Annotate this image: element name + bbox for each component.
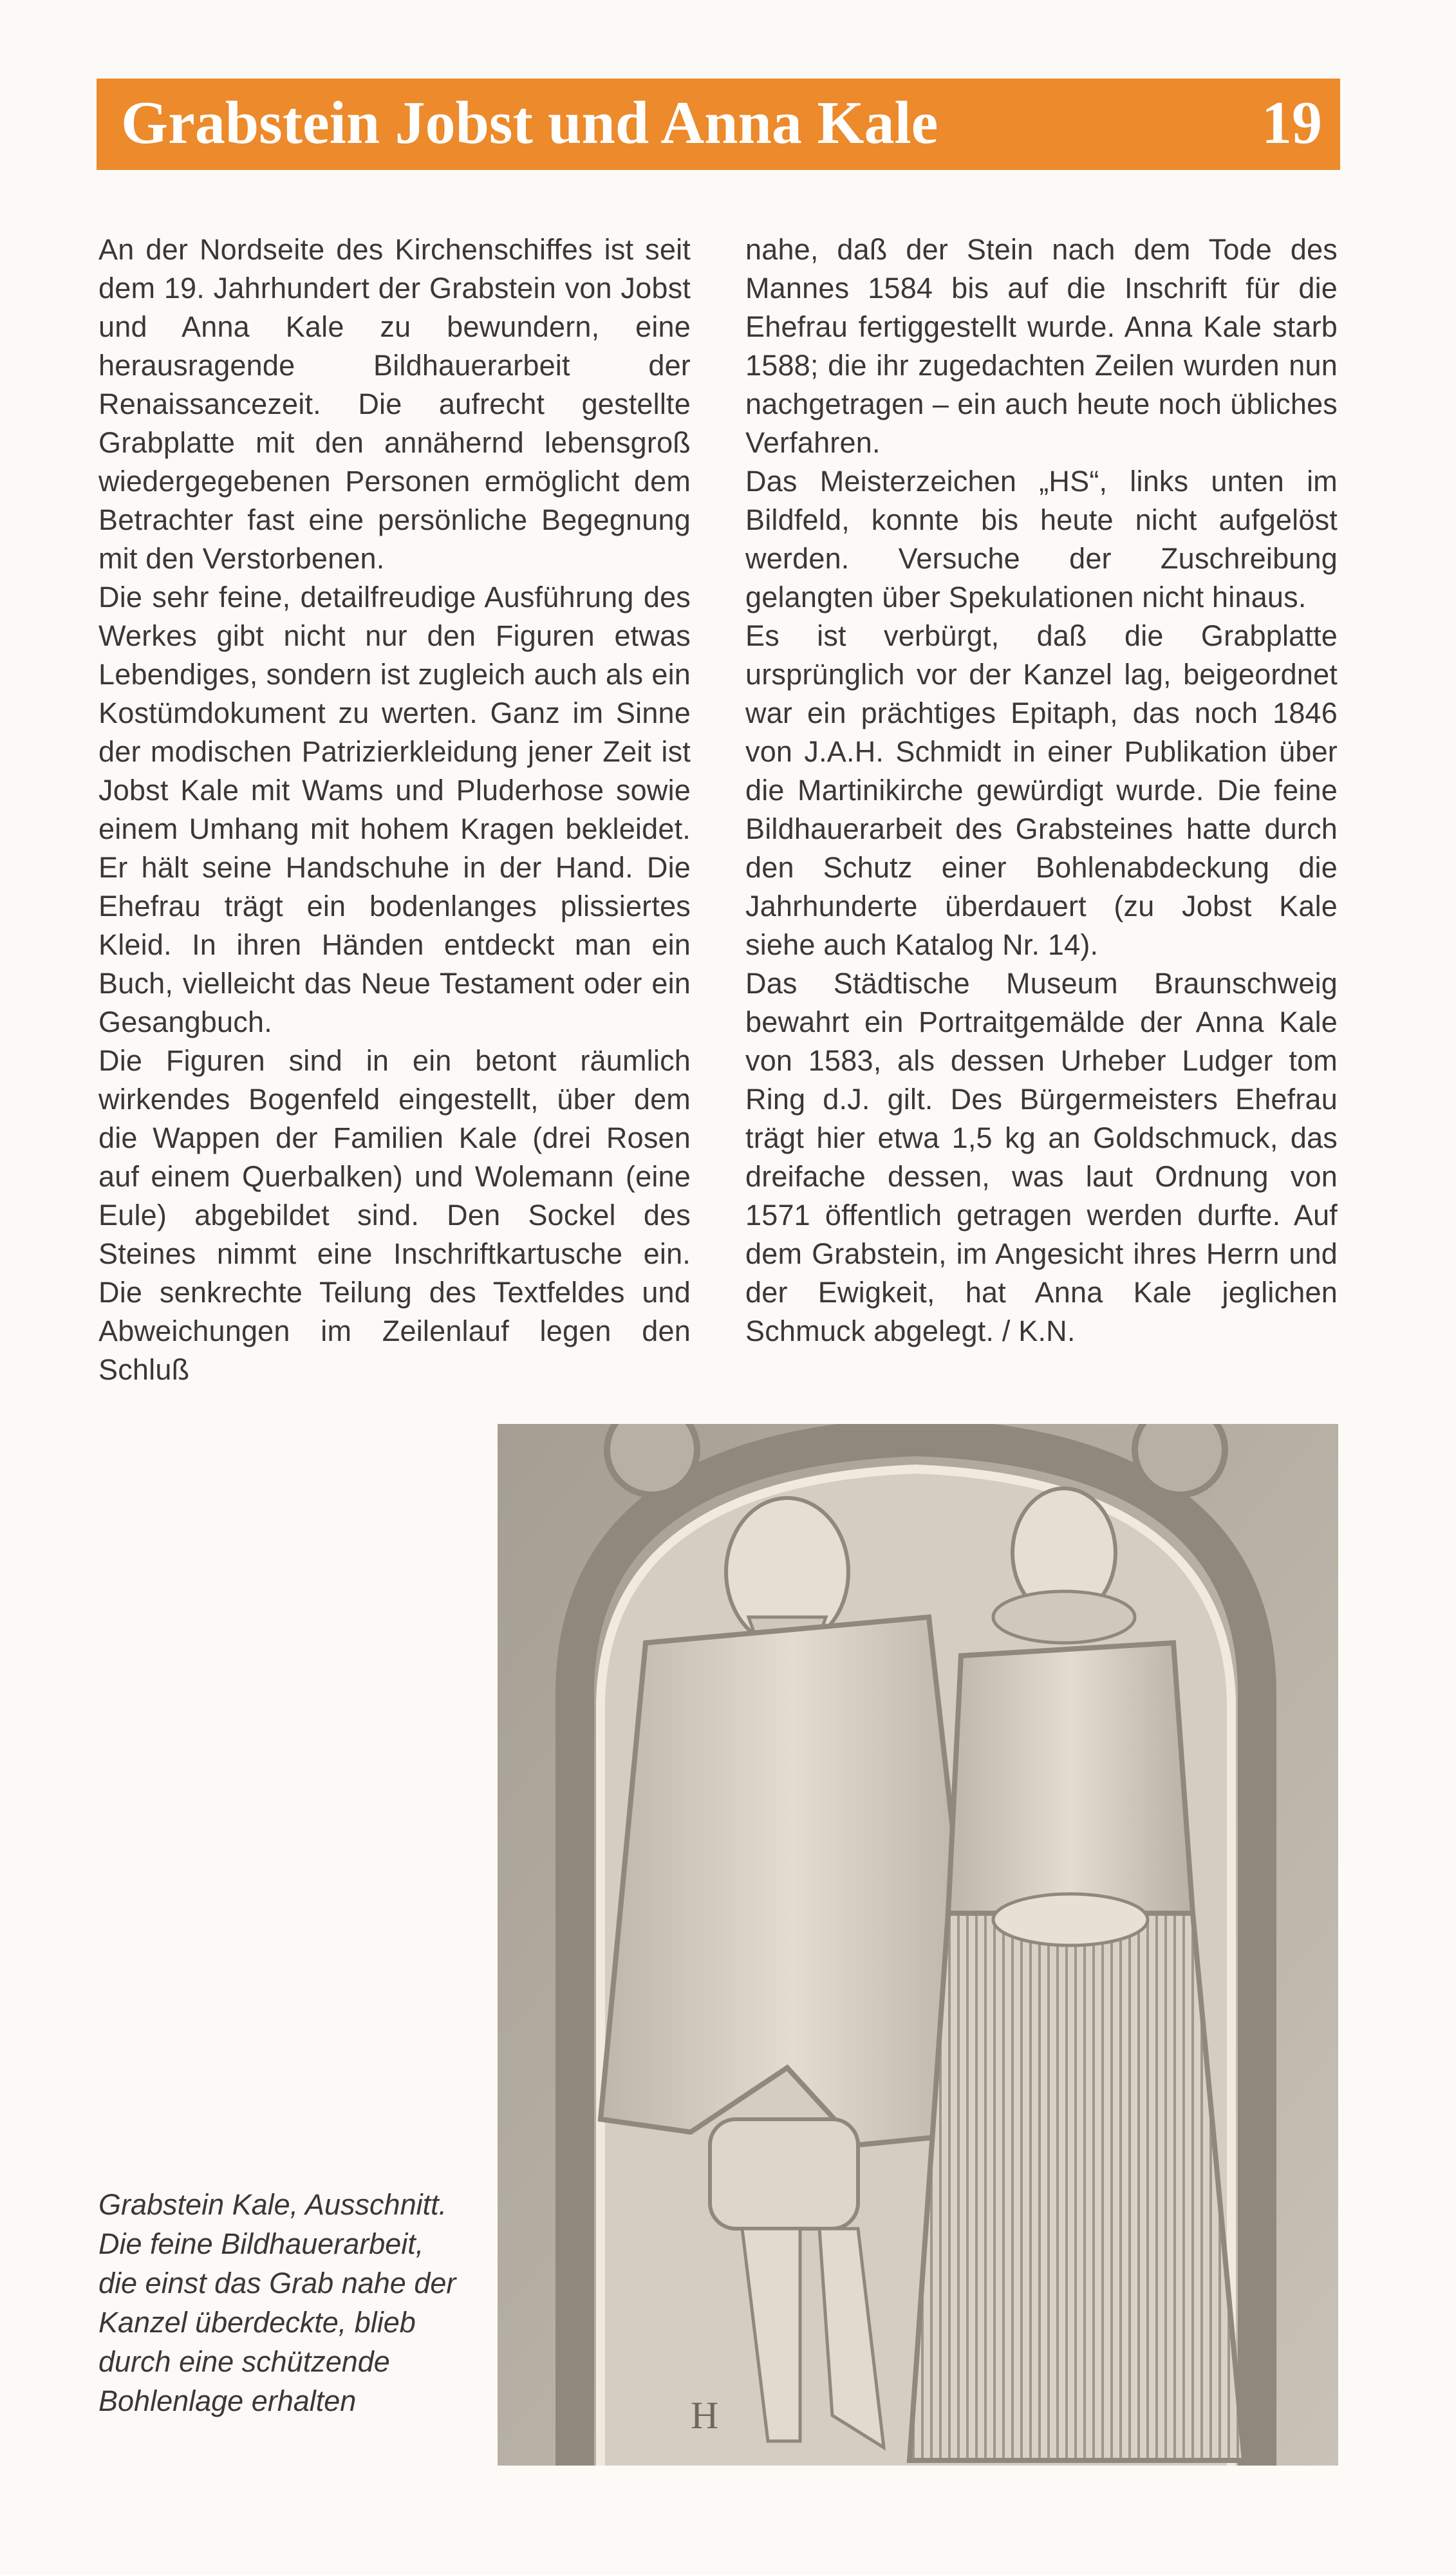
paragraph: Das Meisterzeichen „HS“, links unten im Bildfeld, konnte bis heute nicht aufgelöst werden. Versuche der Zuschreibung gelangten über Spekulationen nicht hinaus. <box>745 465 1338 613</box>
paragraph: Das Städtische Museum Braunschweig bewahrt ein Portraitgemälde der Anna Kale von 1583, als dessen Urheber Ludger tom Ring d.J. gilt. Des Bürgermeisters Ehefrau trägt hier etwa 1,5 kg an Goldschmuck, das dreifache dessen, was laut Ordnung von 1571 öffentlich getragen werden durfte. Auf dem Grabstein, im Angesicht ihres Herrn und der Ewigkeit, hat Anna Kale jeglichen Schmuck abgelegt. / K.N. <box>745 967 1338 1347</box>
paragraph: An der Nordseite des Kirchenschiffes ist seit dem 19. Jahrhundert der Grabstein von Jobst und Anna Kale zu bewundern, eine herausragende Bildhauerarbeit der Renaissancezeit. Die aufrecht gestellte Grabplatte mit den annähernd lebensgroß wiedergegebenen Personen ermöglicht dem Betrachter fast eine persönliche Begegnung mit den Verstorbenen. <box>98 233 691 575</box>
page-title: Grabstein Jobst und Anna Kale <box>121 89 938 156</box>
relief-photo-icon <box>498 1424 1338 2466</box>
page-number: 19 <box>1262 89 1322 156</box>
photo-caption <box>98 2185 459 2420</box>
paragraph: Es ist verbürgt, daß die Grabplatte ursprünglich vor der Kanzel lag, beigeordnet war ein prächtiges Epitaph, das noch 1846 von J.A.H. Schmidt in einer Publikation über die Martinikirche gewürdigt wurde. Die feine Bildhauerarbeit des Grabsteines hatte durch den Schutz einer Bohlenabdeckung die Jahrhunderte überdauert (zu Jobst Kale siehe auch Katalog Nr. 14). <box>745 619 1338 961</box>
text-column-left <box>98 230 691 1389</box>
text-column-right <box>745 230 1338 1351</box>
paragraph: nahe, daß der Stein nach dem Tode des Mannes 1584 bis auf die Inschrift für die Ehefrau fertiggestellt wurde. Anna Kale starb 1588; die ihr zugedachten Zeilen wurden nun nachgetragen – ein auch heute noch übliches Verfahren. <box>745 233 1338 459</box>
paragraph: Die Figuren sind in ein betont räumlich wirkendes Bogenfeld eingestellt, über dem die Wappen der Familien Kale (drei Rosen auf einem Querbalken) und Wolemann (eine Eule) abgebildet sind. Den Sockel des Steines nimmt eine Inschriftkartusche ein. Die senkrechte Teilung des Textfeldes und Abweichungen im Zeilenlauf legen den Schluß <box>98 1044 691 1386</box>
gravestone-photo <box>498 1424 1338 2466</box>
page-header <box>97 79 1340 170</box>
caption-text: Grabstein Kale, Ausschnitt. Die feine Bildhauerarbeit, die einst das Grab nahe der Kanzel überdeckte, blieb durch eine schützende Bohlenlage erhalten <box>98 2188 456 2417</box>
paragraph: Die sehr feine, detailfreudige Ausführung des Werkes gibt nicht nur den Figuren etwas Lebendiges, sondern ist zugleich auch als ein Kostümdokument zu werten. Ganz im Sinne der modischen Patrizierkleidung jener Zeit ist Jobst Kale mit Wams und Pluderhose sowie einem Umhang mit hohem Kragen bekleidet. Er hält seine Handschuhe in der Hand. Die Ehefrau trägt ein bodenlanges plissiertes Kleid. In ihren Händen entdeckt man ein Buch, vielleicht das Neue Testament oder ein Gesangbuch. <box>98 581 691 1038</box>
monogram-mark: H <box>691 2394 719 2437</box>
